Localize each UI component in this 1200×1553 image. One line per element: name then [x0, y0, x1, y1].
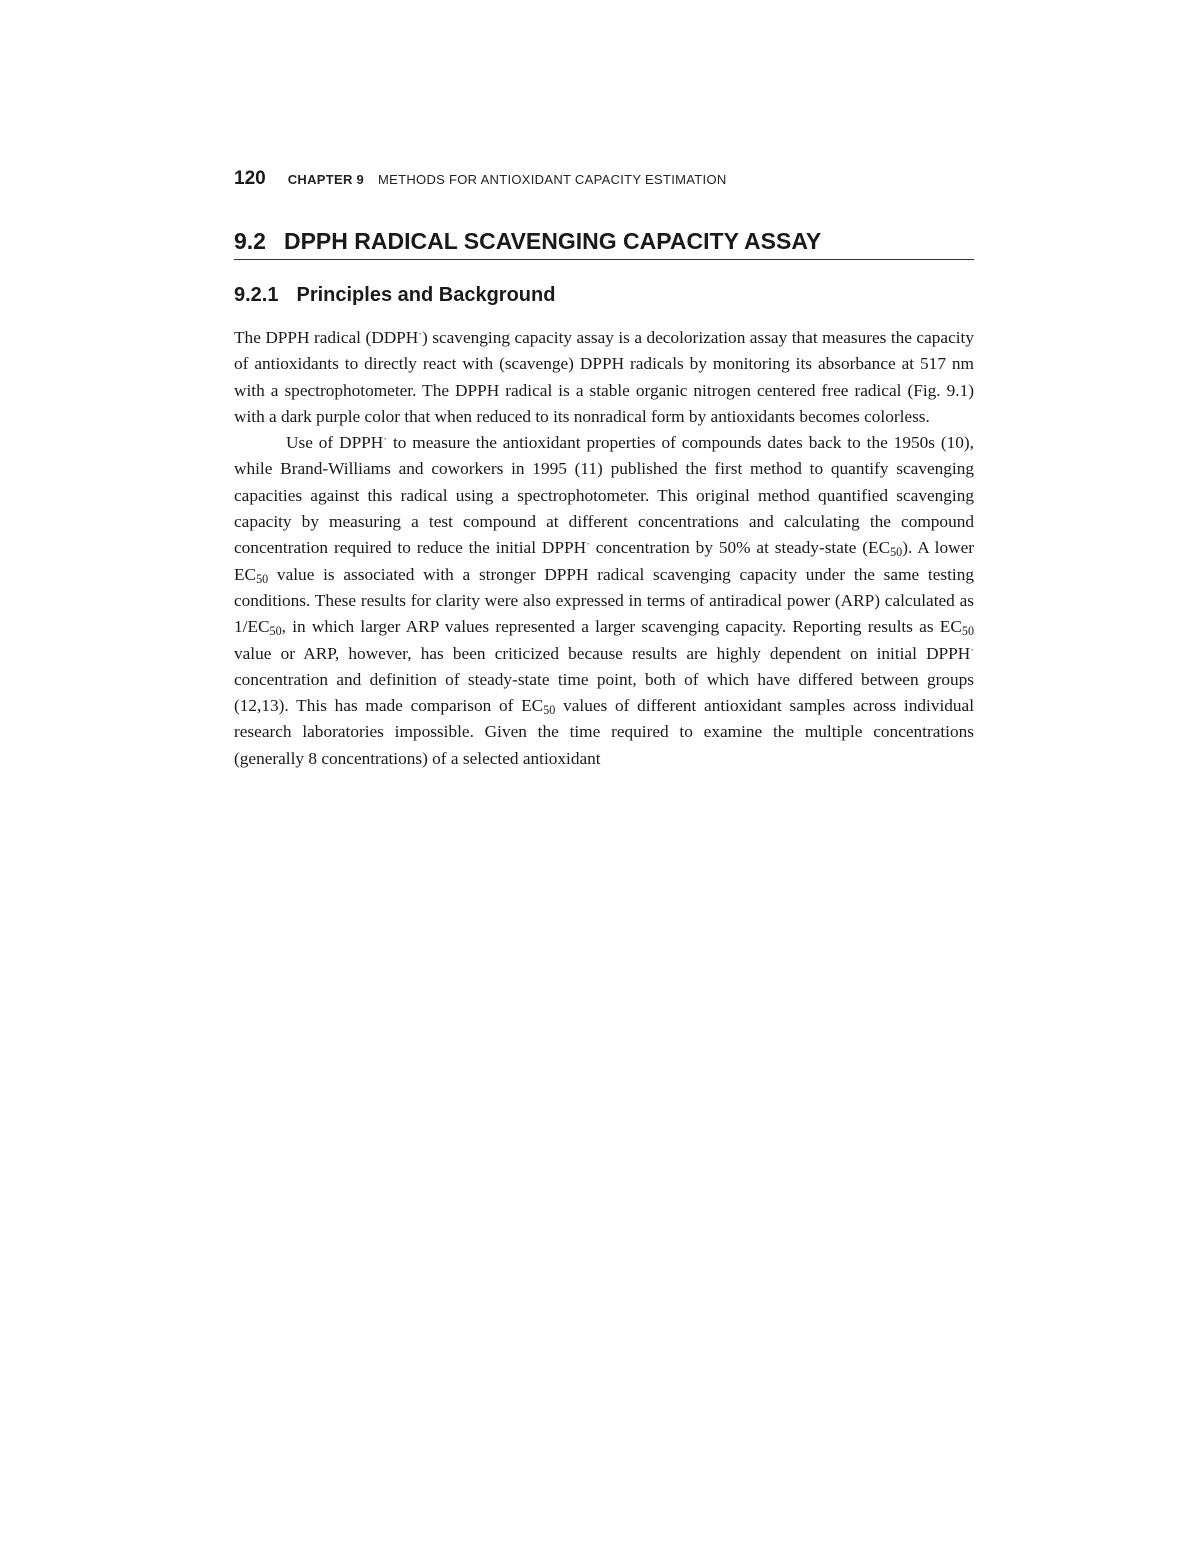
- text-run: values of different antioxidant samples across individual research laboratories impossible. Given the time required to examine the multiple concentrations (generally 8 concentrations) of a selected antioxidant: [234, 696, 975, 768]
- section-number: 9.2: [234, 228, 266, 254]
- subsection-title: Principles and Background: [296, 284, 556, 306]
- text-run: Use of DPPH: [286, 433, 384, 453]
- subscript: 50: [256, 571, 269, 586]
- body-text: [234, 325, 974, 772]
- section-heading: [234, 228, 974, 260]
- paragraph-1: [234, 325, 974, 430]
- subscript: 50: [890, 545, 903, 560]
- running-head: [234, 168, 974, 194]
- text-run: ). A lower EC: [234, 538, 975, 584]
- text-run: value is associated with a stronger DPPH radical scavenging capacity under the same testing conditions. These results for clarity were also expressed in terms of antiradical power (ARP) calculated as 1/EC: [234, 564, 974, 637]
- text-run: ) scavenging capacity assay is a decolorization assay that measures the capacity of antioxidants to directly react with (scavenge) DPPH radicals by monitoring its absorbance at 517 nm with a spectrophotometer. The DPPH radical is a stable organic nitrogen centered free radical (Fig. 9.1) with a dark purple color that when reduced to its nonradical form by antioxidants becomes colorless.: [234, 328, 974, 426]
- text-run: concentration and definition of steady-state time point, both of which have differed between groups (12,13). This has made comparison of EC: [234, 669, 974, 716]
- text-run: value or ARP, however, has been criticized because results are highly dependent on initial DPPH: [234, 643, 971, 663]
- text-run: to measure the antioxidant properties of compounds dates back to the 1950s (10), while Brand-Williams and coworkers in 1995 (11) published the first method to quantify scavenging capacities against this radical using a spectrophotometer. This original method quantified scavenging capacity by measuring a test compound at different concentrations and calculating the compound concentration required to reduce the initial DPPH: [234, 433, 974, 558]
- chapter-title: METHODS FOR ANTIOXIDANT CAPACITY ESTIMATION: [378, 172, 727, 187]
- paragraph-2: [234, 430, 974, 772]
- radical-dot: ·: [383, 433, 388, 446]
- subsection-number: 9.2.1: [234, 284, 279, 306]
- section-title: DPPH RADICAL SCAVENGING CAPACITY ASSAY: [283, 228, 822, 254]
- subscript: 50: [269, 624, 282, 639]
- chapter-label: CHAPTER 9: [287, 172, 365, 187]
- page-number: 120: [234, 168, 266, 189]
- chapter-heading: [288, 172, 727, 187]
- text-run: , in which larger ARP values represented a larger scavenging capacity. Reporting results as EC: [281, 617, 962, 637]
- subscript: 50: [543, 703, 556, 718]
- radical-dot: ·: [418, 328, 423, 341]
- radical-dot: ·: [970, 643, 974, 656]
- subsection-heading: [234, 284, 974, 307]
- text-run: The DPPH radical (DDPH: [234, 328, 419, 347]
- text-run: concentration by 50% at steady-state (EC: [589, 538, 891, 558]
- subscript: 50: [961, 624, 974, 639]
- radical-dot: ·: [586, 538, 590, 551]
